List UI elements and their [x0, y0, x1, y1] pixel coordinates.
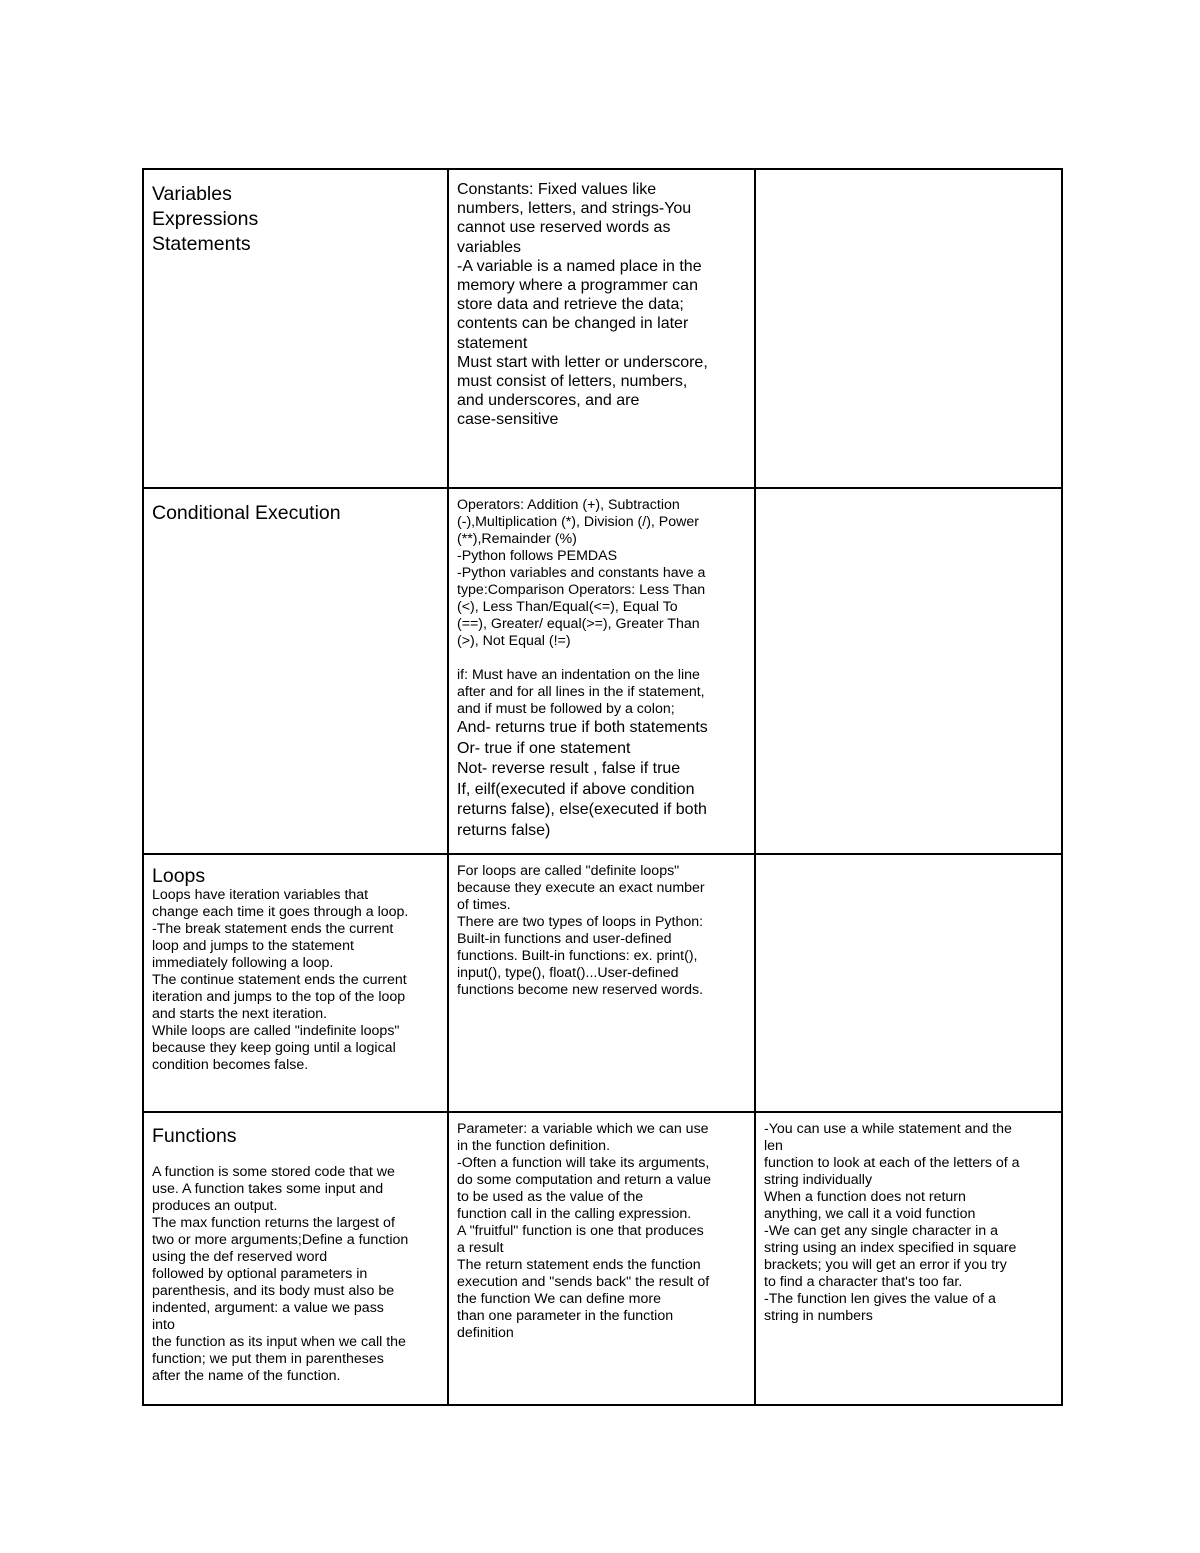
topic-title: Loops — [152, 865, 206, 887]
table-row — [143, 854, 1062, 1112]
notes-cell — [448, 488, 755, 854]
extra-cell — [755, 488, 1062, 854]
topic-cell — [143, 169, 448, 488]
extra-cell — [755, 169, 1062, 488]
table-row — [143, 1112, 1062, 1405]
topic-cell — [143, 1112, 448, 1405]
extra-text: -You can use a while statement and the len function to look at each of the letters of a string individually When a function does not return anything, we call it a void function -We can get any single character in a string using an index specified in square brackets; you will get an error if you try to find a character that's too far. -The function len gives the value of a string in numbers — [764, 1121, 1020, 1324]
notes-text: Parameter: a variable which we can use in the function definition. -Often a function will take its arguments, do some computation and return a value to be used as the value of the function call in the calling expression. A "fruitful" function is one that produces a result The return statement ends the function execution and "sends back" the result of the function We can define more than one parameter in the function definition — [457, 1121, 711, 1341]
operators-text: Operators: Addition (+), Subtraction (-),Multiplication (*), Division (/), Power (**),Remainder (%) -Python follows PEMDAS -Python variables and constants have a type:Comparison Operators: Less Than (<), Less Than/Equal(<=), Equal To (==), Greater/ equal(>=), Greater Than (>), Not Equal (!=) — [457, 497, 706, 649]
topic-title: Conditional Execution — [152, 502, 341, 524]
topic-title: Variables Expressions Statements — [152, 183, 259, 255]
notes-table — [142, 168, 1063, 1406]
topic-cell — [143, 854, 448, 1112]
topic-body: A function is some stored code that we use. A function takes some input and produces an output. The max function returns the largest of two or more arguments;Define a function using the def reserved word followed by optional parameters in parenthesis, and its body must also be indented, argument: a value we pass into the function as its input when we call the function; we put them in parentheses after the name of the function. — [152, 1164, 409, 1384]
table-row — [143, 169, 1062, 488]
notes-cell — [448, 169, 755, 488]
extra-cell — [755, 854, 1062, 1112]
notes-cell — [448, 1112, 755, 1405]
notes-cell — [448, 854, 755, 1112]
extra-cell — [755, 1112, 1062, 1405]
topic-title: Functions — [152, 1125, 237, 1147]
if-statement-text: if: Must have an indentation on the line after and for all lines in the if statement, and if must be followed by a colon; — [457, 667, 705, 717]
notes-text: For loops are called "definite loops" because they execute an exact number of times. There are two types of loops in Python: Built-in functions and user-defined functions. Built-in functions: ex. print(), input(), type(), float()...User-defined functions become new reserved words. — [457, 863, 705, 998]
notes-text: Constants: Fixed values like numbers, letters, and strings-You cannot use reserved words as variables -A variable is a named place in the memory where a programmer can store data and retrieve the data; contents can be changed in later statement Must start with letter or underscore, must consist of letters, numbers, and underscores, and are case-sensitive — [457, 181, 708, 429]
topic-body: Loops have iteration variables that change each time it goes through a loop. -The break statement ends the current loop and jumps to the statement immediately following a loop. The continue statement ends the current iteration and jumps to the top of the loop and starts the next iteration. While loops are called "indefinite loops" because they keep going until a logical condition becomes false. — [152, 887, 409, 1073]
table-row — [143, 488, 1062, 854]
logic-operators-text: And- returns true if both statements Or- true if one statement Not- reverse result , false if true If, eilf(executed if above condition returns false), else(executed if both returns false) — [457, 719, 708, 839]
topic-cell — [143, 488, 448, 854]
